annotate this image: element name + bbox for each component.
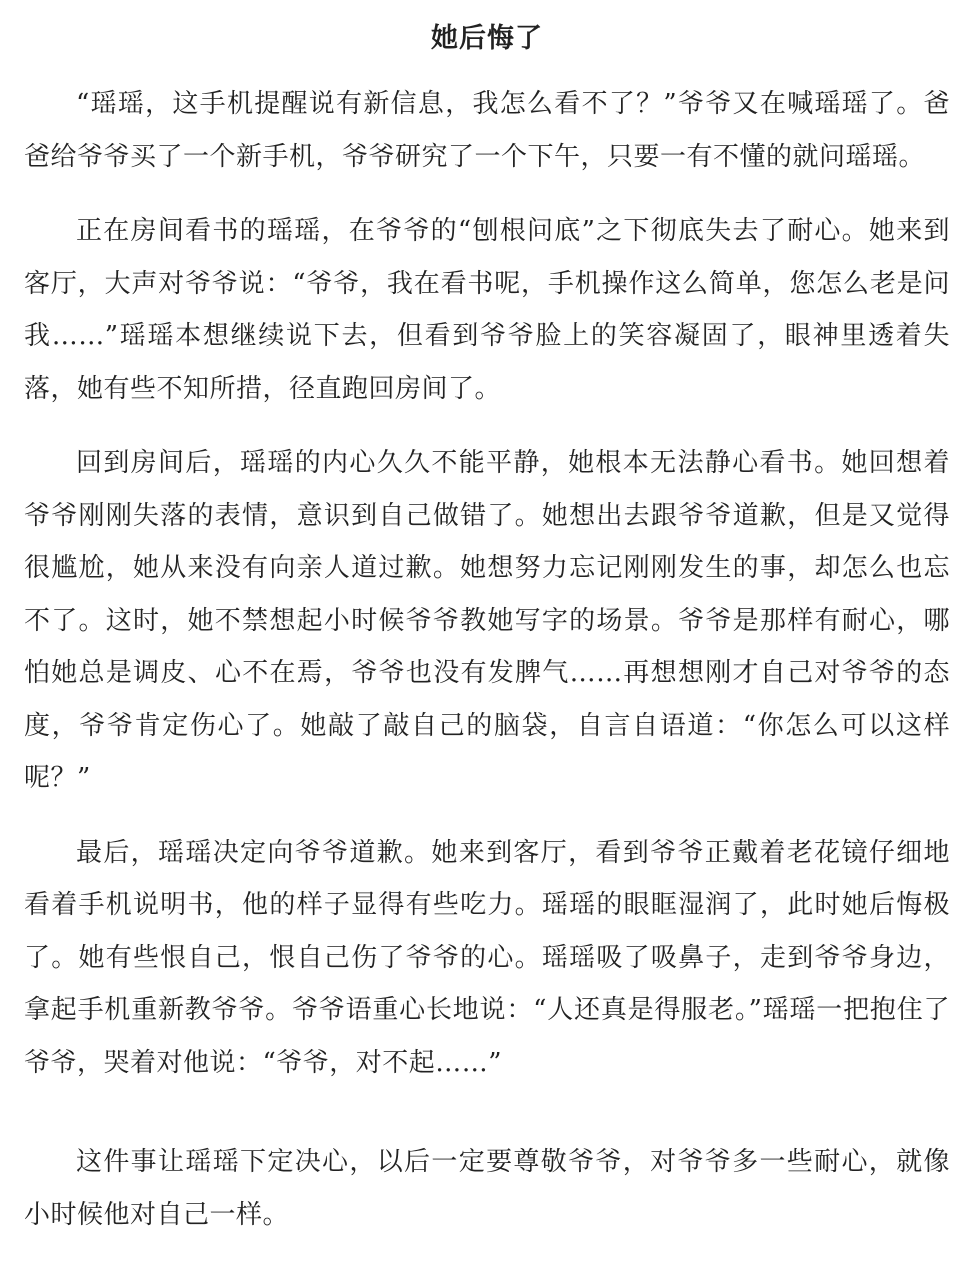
paragraph-1: “瑶瑶，这手机提醒说有新信息，我怎么看不了？”爷爷又在喊瑶瑶了。爸爸给爷爷买了一个新手机，爷爷研究了一个下午，只要一有不懂的就问瑶瑶。 bbox=[24, 89, 950, 172]
essay-title: 她后悔了 bbox=[431, 23, 543, 54]
document-page bbox=[24, 22, 950, 1111]
paragraph-5: 这件事让瑶瑶下定决心，以后一定要尊敬爷爷，对爷爷多一些耐心，就像小时候他对自己一样。 bbox=[24, 1147, 950, 1230]
paragraph-4: 最后，瑶瑶决定向爷爷道歉。她来到客厅，看到爷爷正戴着老花镜仔细地看着手机说明书，他的样子显得有些吃力。瑶瑶的眼眶湿润了，此时她后悔极了。她有些恨自己，恨自己伤了爷爷的心。瑶瑶吸了吸鼻子，走到爷爷身边，拿起手机重新教爷爷。爷爷语重心长地说：“人还真是得服老。”瑶瑶一把抱住了爷爷，哭着对他说：“爷爷，对不起……” bbox=[24, 837, 950, 1078]
paragraph-2: 正在房间看书的瑶瑶，在爷爷的“刨根问底”之下彻底失去了耐心。她来到客厅，大声对爷爷说：“爷爷，我在看书呢，手机操作这么简单，您怎么老是问我……”瑶瑶本想继续说下去，但看到爷爷脸上的笑容凝固了，眼神里透着失落，她有些不知所措，径直跑回房间了。 bbox=[24, 216, 950, 404]
paragraph-3: 回到房间后，瑶瑶的内心久久不能平静，她根本无法静心看书。她回想着爷爷刚刚失落的表情，意识到自己做错了。她想出去跟爷爷道歉，但是又觉得很尴尬，她从来没有向亲人道过歉。她想努力忘记刚刚发生的事，却怎么也忘不了。这时，她不禁想起小时候爷爷教她写字的场景。爷爷是那样有耐心，哪怕她总是调皮、心不在焉，爷爷也没有发脾气……再想想刚才自己对爷爷的态度，爷爷肯定伤心了。她敲了敲自己的脑袋，自言自语道：“你怎么可以这样呢？” bbox=[24, 448, 950, 793]
